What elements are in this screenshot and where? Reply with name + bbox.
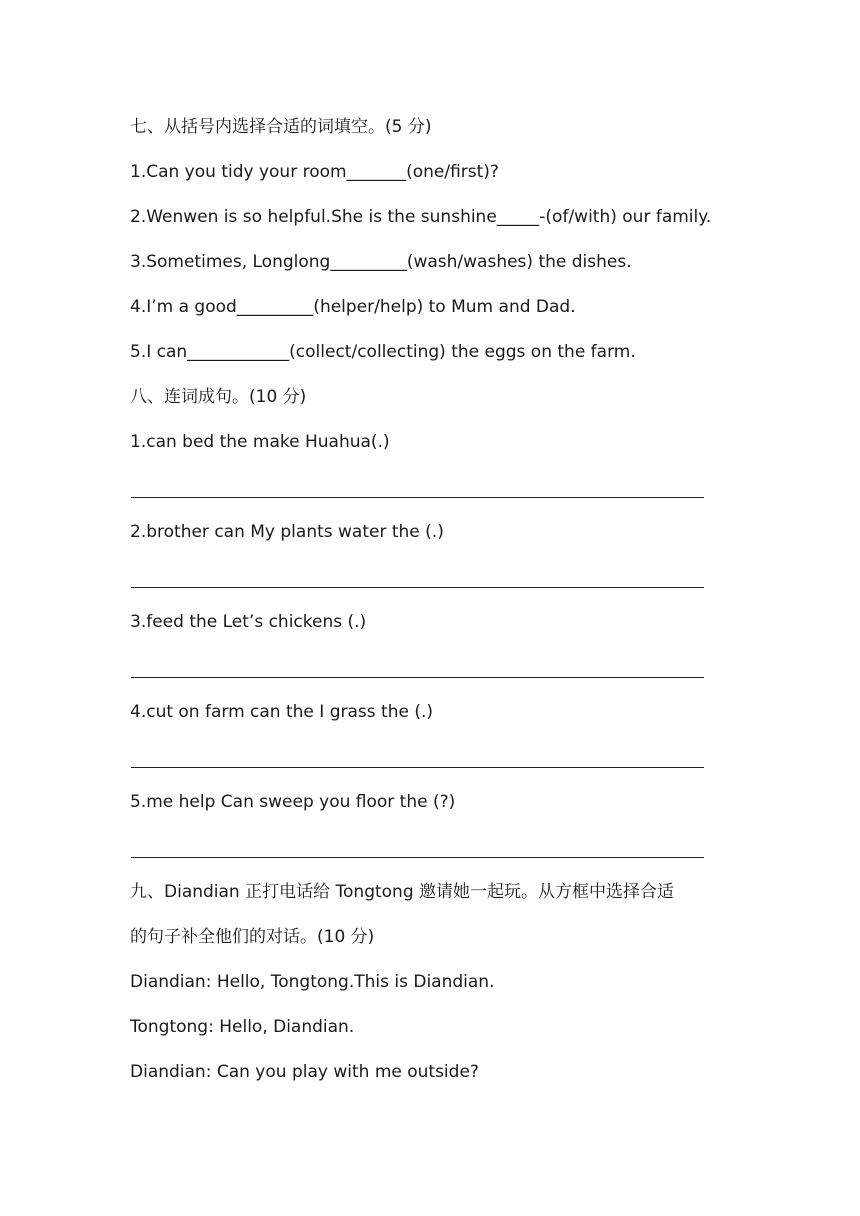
answer-line-4[interactable]: [131, 767, 704, 768]
answer-line-3[interactable]: [131, 677, 704, 678]
section-7-heading: 七、从括号内选择合适的词填空。(5 分): [130, 117, 432, 137]
dialogue-line-1: Diandian: Hello, Tongtong.This is Diandian.: [130, 972, 495, 992]
section-7-item-5: 5.I can____________(collect/collecting) the eggs on the farm.: [130, 342, 636, 362]
section-8-heading: 八、连词成句。(10 分): [130, 387, 307, 407]
section-7-item-4: 4.I’m a good_________(helper/help) to Mum and Dad.: [130, 297, 576, 317]
section-8-item-2: 2.brother can My plants water the (.): [130, 522, 444, 542]
section-9-heading-line-1: 九、Diandian 正打电话给 Tongtong 邀请她一起玩。从方框中选择合适: [130, 882, 675, 902]
section-8-item-4: 4.cut on farm can the I grass the (.): [130, 702, 433, 722]
section-7-item-3: 3.Sometimes, Longlong_________(wash/washes) the dishes.: [130, 252, 632, 272]
dialogue-line-3: Diandian: Can you play with me outside?: [130, 1062, 479, 1082]
dialogue-line-2: Tongtong: Hello, Diandian.: [130, 1017, 355, 1037]
section-7-item-2: 2.Wenwen is so helpful.She is the sunshine_____-(of/with) our family.: [130, 207, 712, 227]
section-7-item-1: 1.Can you tidy your room_______(one/first)?: [130, 162, 499, 182]
section-8-item-1: 1.can bed the make Huahua(.): [130, 432, 390, 452]
answer-line-2[interactable]: [131, 587, 704, 588]
section-8-item-5: 5.me help Can sweep you floor the (?): [130, 792, 456, 812]
section-9-heading-line-2: 的句子补全他们的对话。(10 分): [130, 927, 375, 947]
answer-line-5[interactable]: [131, 857, 704, 858]
section-8-item-3: 3.feed the Let’s chickens (.): [130, 612, 367, 632]
answer-line-1[interactable]: [131, 497, 704, 498]
